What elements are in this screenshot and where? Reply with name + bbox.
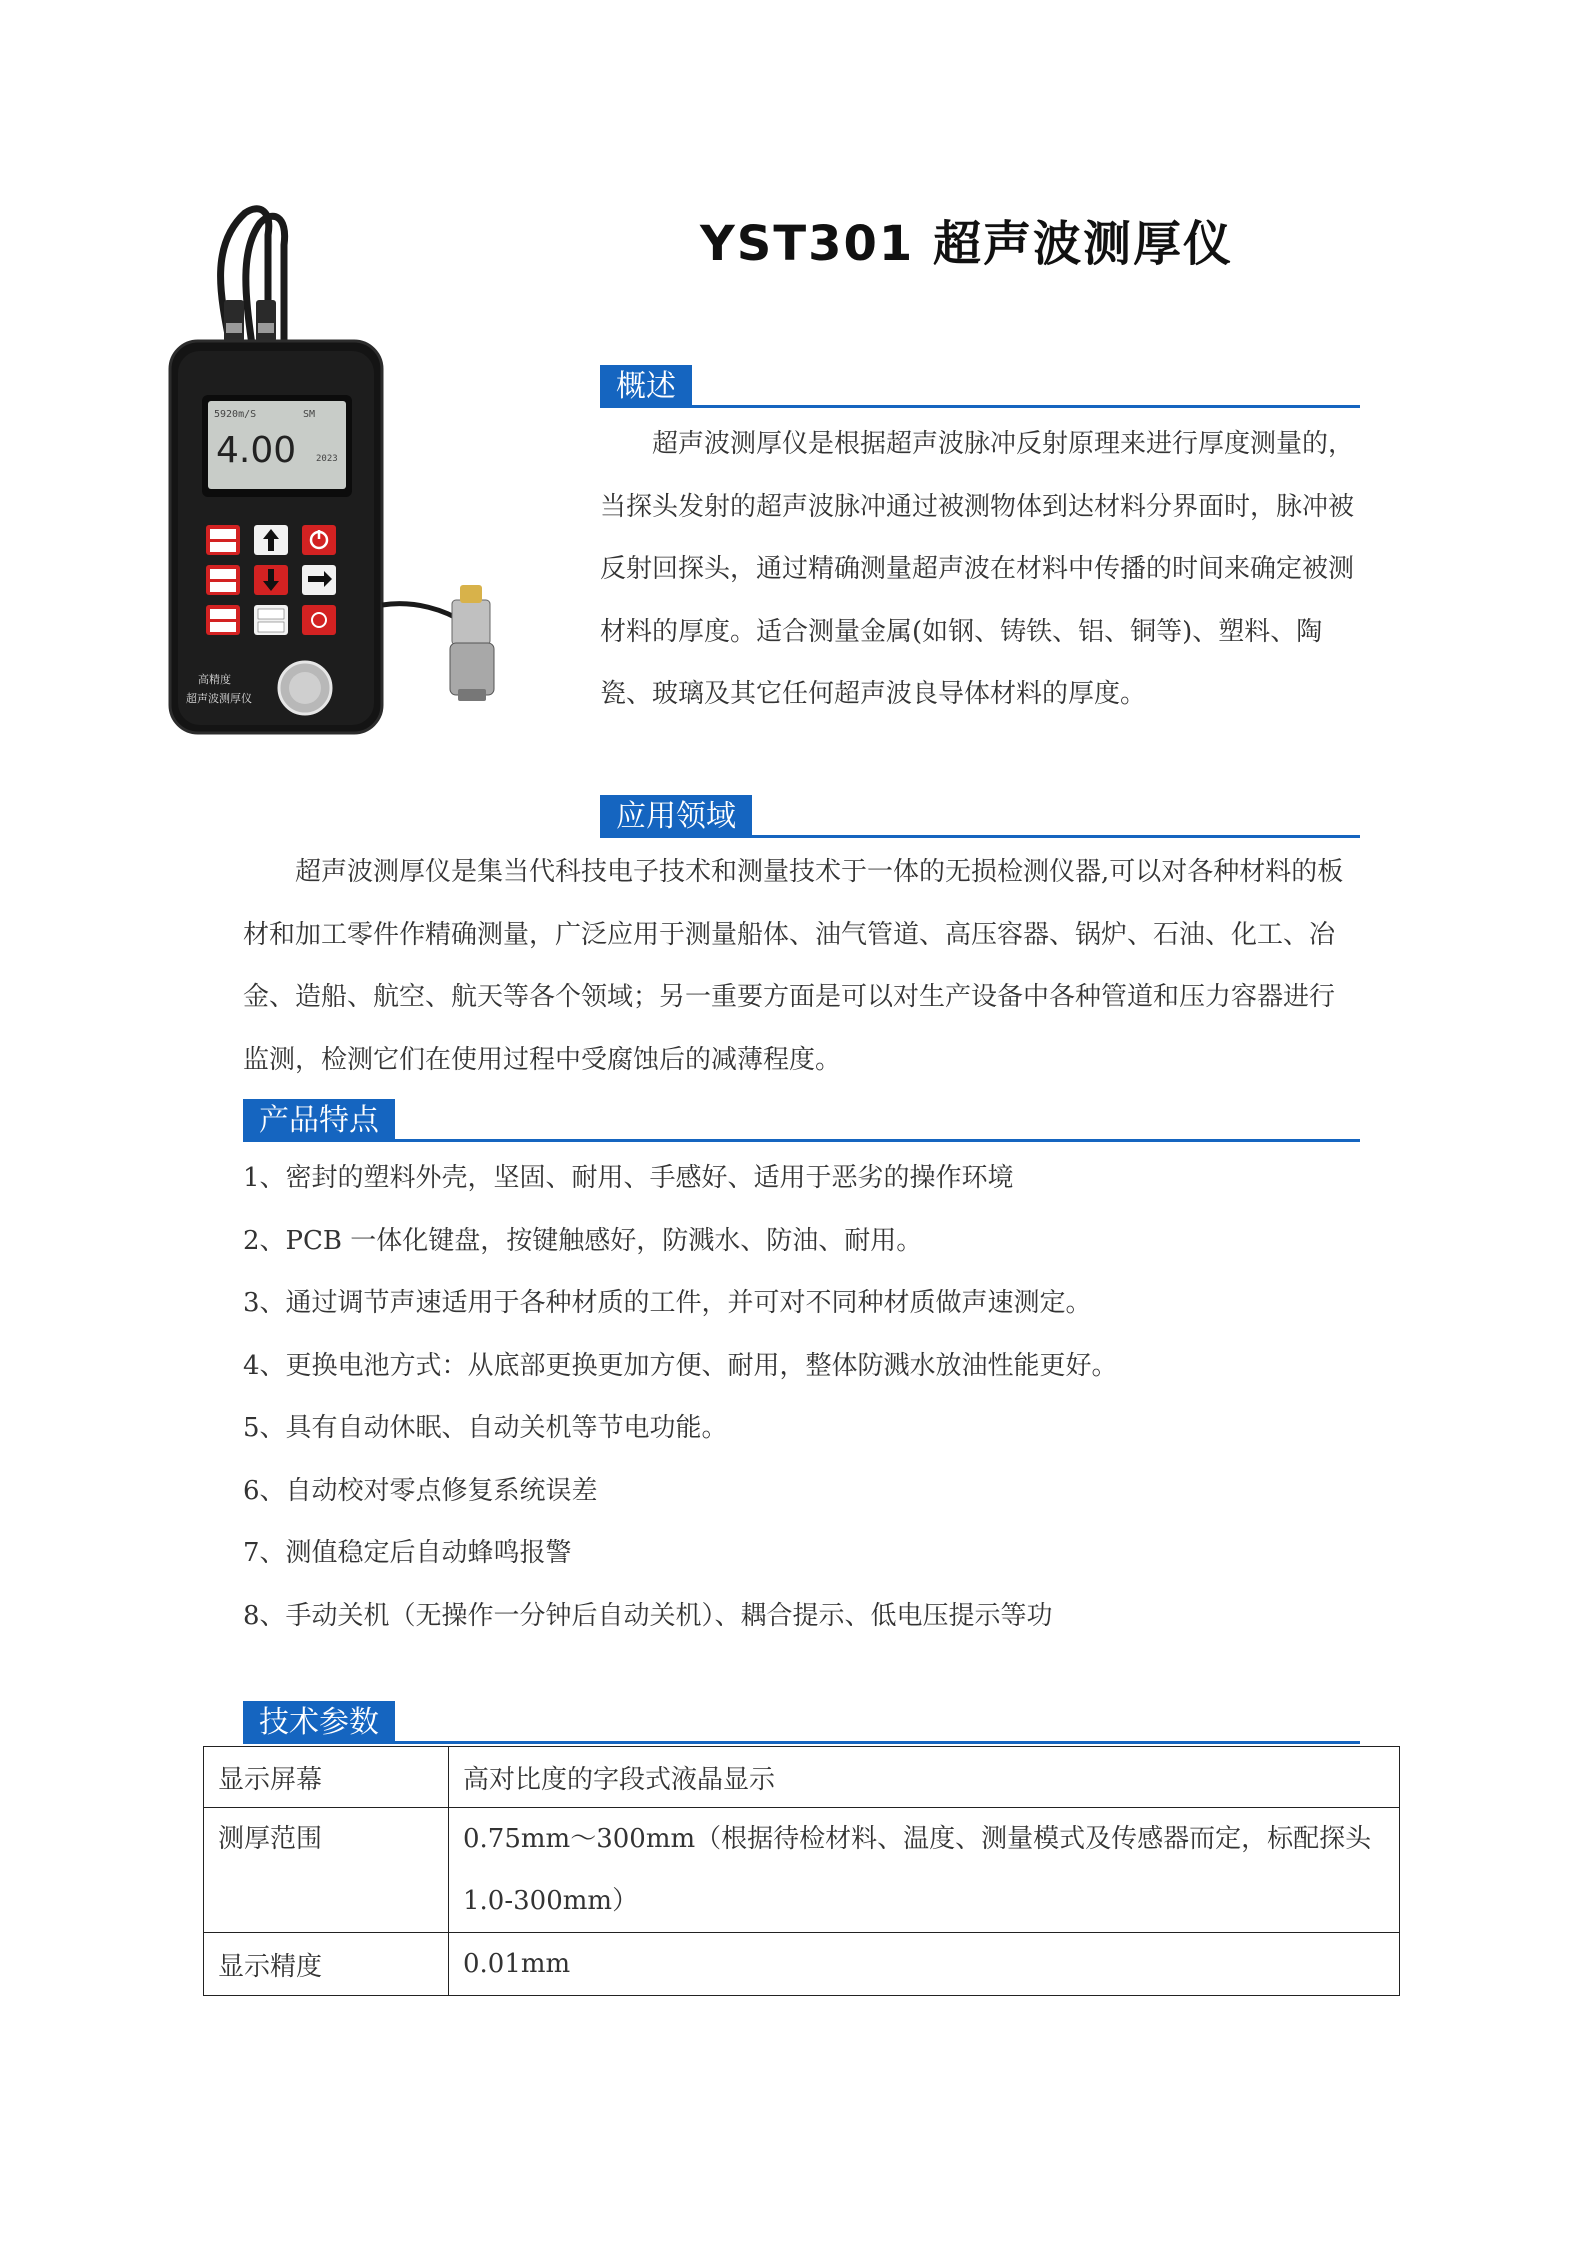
feature-item: 5、具有自动休眠、自动关机等节电功能。 [243,1413,728,1443]
table-row [204,1808,1400,1933]
section-heading: 应用领域 [600,795,752,838]
spec-value-line2: 1.0-300mm） [463,1886,639,1916]
feature-item: 7、测值稳定后自动蜂鸣报警 [243,1538,572,1568]
feature-item: 1、密封的塑料外壳，坚固、耐用、手感好、适用于恶劣的操作环境 [243,1163,1014,1193]
spec-label [204,1808,449,1933]
feature-item: 4、更换电池方式：从底部更换更加方便、耐用，整体防溅水放油性能更好。 [243,1351,1118,1381]
section-heading: 技术参数 [243,1701,395,1744]
table-row [204,1933,1400,1996]
screen-mode: SM [303,409,316,420]
feature-item: 2、PCB 一体化键盘，按键触感好，防溅水、防油、耐用。 [243,1226,923,1256]
spec-label: 显示精度 [204,1933,449,1996]
spec-value [449,1808,1400,1933]
screen-speed: 5920m/S [214,409,257,420]
thickness-gauge-image [160,205,550,745]
spec-label: 显示屏幕 [204,1747,449,1808]
table-row [204,1747,1400,1808]
section-overview-header [600,365,1360,408]
spec-value-line1: 0.75mm～300mm（根据待检材料、温度、测量模式及传感器而定，标配探头 [463,1824,1372,1854]
section-heading: 产品特点 [243,1099,395,1142]
page-title: YST301 超声波测厚仪 [700,216,1233,272]
spec-label-text: 测厚范围 [218,1824,323,1854]
section-specs-header [243,1701,1360,1744]
application-paragraph: 超声波测厚仪是集当代科技电子技术和测量技术于一体的无损检测仪器,可以对各种材料的板材和加工零件作精确测量，广泛应用于测量船体、油气管道、高压容器、锅炉、石油、化工、冶金、造船、航空、航天等各个领域；另一重要方面是可以对生产设备中各种管道和压力容器进行监测，检测它们在使用过程中受腐蚀后的减薄程度。 [243,857,1344,1075]
section-features-header [243,1099,1360,1142]
brand-line1: 高精度 [198,673,231,686]
specs-table [203,1746,1400,1996]
feature-item: 8、手动关机（无操作一分钟后自动关机）、耦合提示、低电压提示等功 [243,1601,1053,1631]
screen-value: 4.00 [216,430,297,471]
spec-value: 0.01mm [449,1933,1400,1996]
screen-small: 2023 [316,454,338,464]
overview-paragraph: 超声波测厚仪是根据超声波脉冲反射原理来进行厚度测量的，当探头发射的超声波脉冲通过被测物体到达材料分界面时，脉冲被反射回探头，通过精确测量超声波在材料中传播的时间来确定被测材料的厚度。适合测量金属(如钢、铸铁、铝、铜等)、塑料、陶瓷、玻璃及其它任何超声波良导体材料的厚度。 [600,429,1355,709]
spec-value: 高对比度的字段式液晶显示 [449,1747,1400,1808]
feature-item: 6、自动校对零点修复系统误差 [243,1476,598,1506]
brand-line2: 超声波测厚仪 [186,692,252,705]
feature-item: 3、通过调节声速适用于各种材质的工件，并可对不同种材质做声速测定。 [243,1288,1092,1318]
section-heading: 概述 [600,365,692,408]
section-application-header [600,795,1360,838]
